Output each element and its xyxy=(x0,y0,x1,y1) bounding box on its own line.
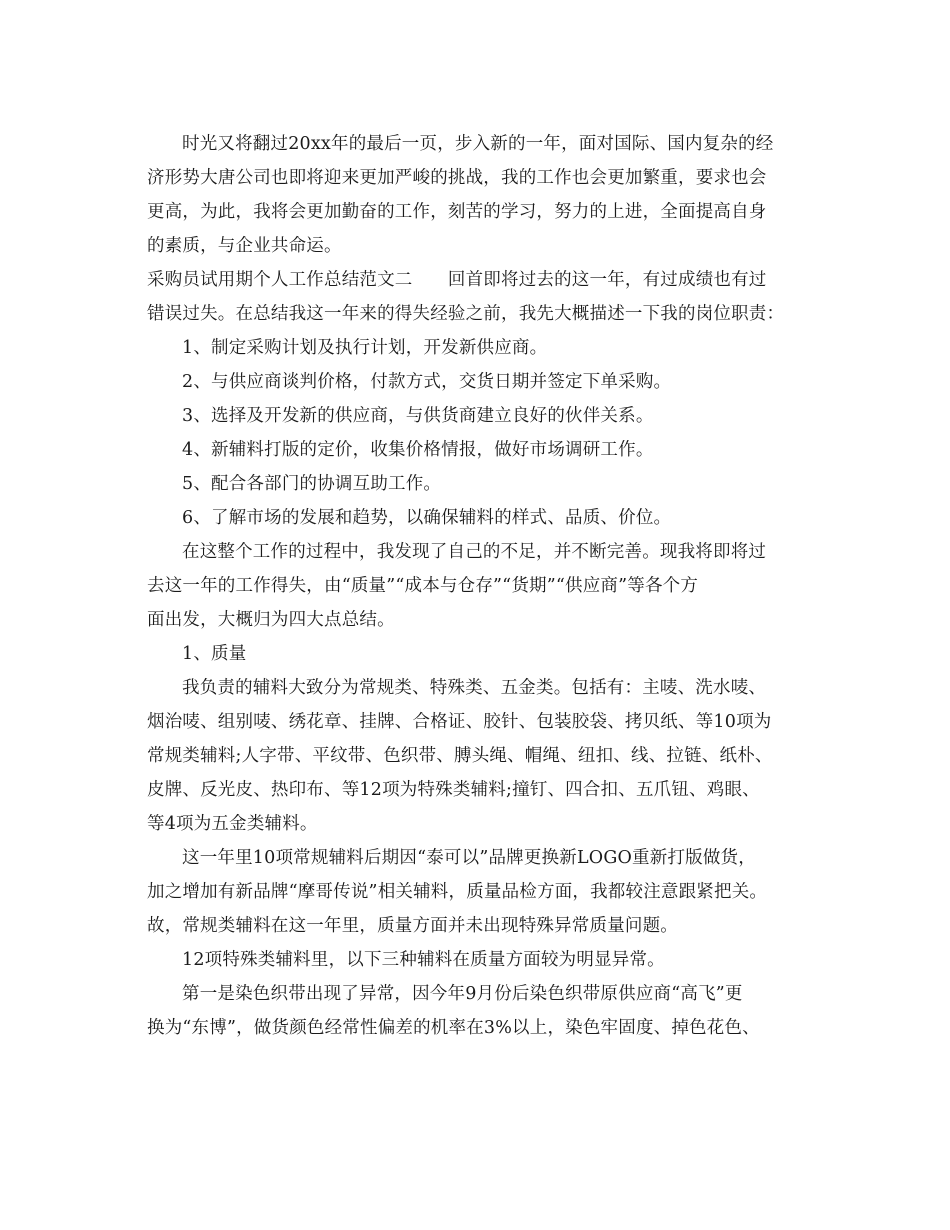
text-line: 换为“东博”，做货颜色经常性偏差的机率在3%以上，染色牢固度、掉色花色、 xyxy=(147,1018,760,1038)
text-line: 在这整个工作的过程中，我发现了自己的不足，并不断完善。现我将即将过 xyxy=(182,542,767,562)
text-line: 等4项为五金类辅料。 xyxy=(147,814,318,834)
text-line: 第一是染色织带出现了异常，因今年9月份后染色织带原供应商“高飞”更 xyxy=(182,984,743,1004)
text-line: 错误过失。在总结我这一年来的得失经验之前，我先大概描述一下我的岗位职责： xyxy=(147,304,785,324)
text-line: 4、新辅料打版的定价，收集价格情报，做好市场调研工作。 xyxy=(182,440,654,460)
text-line: 我负责的辅料大致分为常规类、特殊类、五金类。包括有：主唛、洗水唛、 xyxy=(182,678,767,698)
text-line: 6、了解市场的发展和趋势，以确保辅料的样式、品质、价位。 xyxy=(182,508,672,528)
text-line: 这一年里10项常规辅料后期因“泰可以”品牌更换新LOGO重新打版做货， xyxy=(182,848,756,868)
text-line: 12项特殊类辅料里，以下三种辅料在质量方面较为明显异常。 xyxy=(182,950,665,970)
text-line: 1、质量 xyxy=(182,644,247,664)
text-line: 皮牌、反光皮、热印布、等12项为特殊类辅料;撞钉、四合扣、五爪钮、鸡眼、 xyxy=(147,780,760,800)
text-line: 3、选择及开发新的供应商，与供货商建立良好的伙伴关系。 xyxy=(182,406,654,426)
text-line: 采购员试用期个人工作总结范文二 回首即将过去的这一年，有过成绩也有过 xyxy=(147,270,767,290)
document-body xyxy=(147,127,807,1045)
text-line: 加之增加有新品牌“摩哥传说”相关辅料，质量品检方面，我都较注意跟紧把关。 xyxy=(147,882,768,902)
text-line: 烟治唛、组别唛、绣花章、挂牌、合格证、胶针、包装胶袋、拷贝纸、等10项为 xyxy=(147,712,772,732)
text-line: 2、与供应商谈判价格，付款方式，交货日期并签定下单采购。 xyxy=(182,372,672,392)
text-line: 常规类辅料;人字带、平纹带、色织带、膊头绳、帽绳、纽扣、线、拉链、纸朴、 xyxy=(147,746,773,766)
text-line: 5、配合各部门的协调互助工作。 xyxy=(182,474,442,494)
text-line: 的素质，与企业共命运。 xyxy=(147,236,342,256)
text-line: 去这一年的工作得失，由“质量”“成本与仓存”“货期”“供应商”等各个方 xyxy=(147,576,699,596)
text-line: 时光又将翻过20xx年的最后一页，步入新的一年，面对国际、国内复杂的经 xyxy=(182,134,774,154)
text-line: 面出发，大概归为四大点总结。 xyxy=(147,610,395,630)
text-line: 更高，为此，我将会更加勤奋的工作，刻苦的学习，努力的上进，全面提高自身 xyxy=(147,202,767,222)
text-line: 1、制定采购计划及执行计划，开发新供应商。 xyxy=(182,338,548,358)
text-line: 故，常规类辅料在这一年里，质量方面并未出现特殊异常质量问题。 xyxy=(147,916,678,936)
text-line: 济形势大唐公司也即将迎来更加严峻的挑战，我的工作也会更加繁重，要求也会 xyxy=(147,168,767,188)
